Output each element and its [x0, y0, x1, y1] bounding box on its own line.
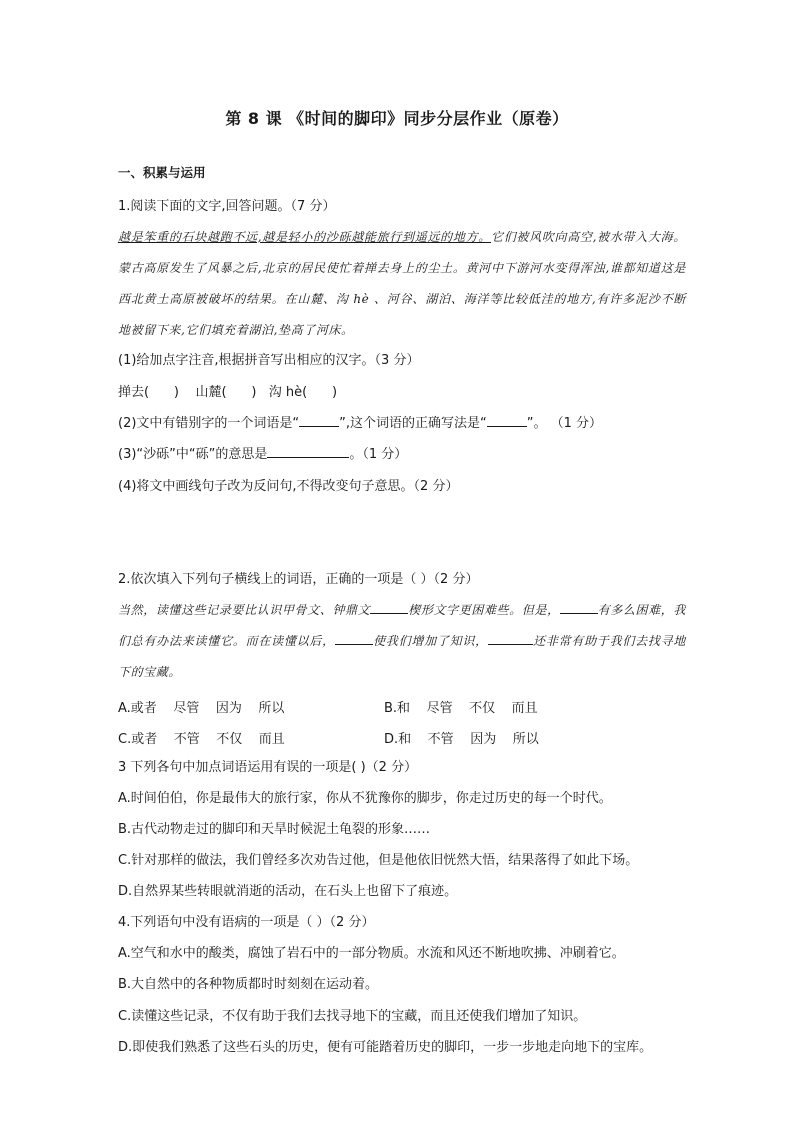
sub-3-text-b: 。（1 分） [349, 447, 408, 462]
question-1-sub-1: (1)给加点字注音,根据拼音写出相应的汉字。（3 分） [118, 353, 420, 368]
question-1-sub-1-items: 掸去( ) 山麓( ) 沟 hè( ) [118, 385, 338, 400]
page-title: 第 8 课 《时间的脚印》同步分层作业（原卷） [225, 109, 569, 128]
question-2-option-b[interactable]: B.和 尽管 不仅 而且 [384, 701, 538, 716]
question-3-option-d[interactable]: D.自然界某些转眼就消逝的活动，在石头上也留下了痕迹。 [118, 884, 458, 899]
question-4-stem: 4.下列语句中没有语病的一项是（ ）（2 分） [118, 915, 375, 930]
question-2-stem: 2.依次填入下列句子横线上的词语，正确的一项是（ ）（2 分） [118, 572, 479, 587]
question-3-option-c[interactable]: C.针对那样的做法，我们曾经多次劝告过他，但是他依旧恍然大悟，结果落得了如此下场。 [118, 853, 639, 868]
underlined-sentence: 越是笨重的石块越跑不远,越是轻小的沙砾越能旅行到遥远的地方。 [118, 230, 491, 244]
q2-text-a: 当然，读懂这些记录要比认识甲骨文、钟鼎文 [118, 603, 371, 617]
answer-blank[interactable] [267, 445, 349, 458]
question-4-option-b[interactable]: B.大自然中的各种物质都时时刻刻在运动着。 [118, 977, 379, 992]
question-1-stem: 1.阅读下面的文字,回答问题。（7 分） [118, 199, 336, 214]
answer-blank[interactable] [299, 414, 339, 427]
answer-blank[interactable] [560, 601, 598, 614]
question-2-option-a[interactable]: A.或者 尽管 因为 所以 [118, 701, 285, 716]
answer-blank[interactable] [370, 601, 408, 614]
q2-text-d: 使我们增加了知识， [372, 634, 488, 648]
question-1-sub-4: (4)将文中画线句子改为反问句,不得改变句子意思。（2 分） [118, 479, 459, 494]
q2-text-b: 楔形文字更困难些。但是， [408, 603, 560, 617]
q2-text-c: 有多么困难，我们总有办法来读懂它。而在读懂以后， [118, 603, 686, 648]
question-2-option-d[interactable]: D.和 不管 因为 所以 [384, 732, 539, 747]
answer-blank[interactable] [487, 414, 527, 427]
question-1-passage [118, 222, 686, 346]
question-4-option-a[interactable]: A.空气和水中的酸类，腐蚀了岩石中的一部分物质。水流和风还不断地吹拂、冲刷着它。 [118, 946, 625, 961]
sub-2-text-b: ”,这个词语的正确写法是“ [339, 416, 487, 431]
question-1-sub-2 [118, 414, 602, 433]
section-heading: 一、积累与运用 [118, 165, 206, 180]
question-3-stem: 3 下列各句中加点词语运用有误的一项是( )（2 分） [118, 760, 418, 775]
question-3-option-b[interactable]: B.古代动物走过的脚印和天旱时候泥土龟裂的形象…… [118, 822, 431, 837]
sub-2-text-c: ”。 （1 分） [526, 416, 603, 431]
sub-3-text-a: (3)“沙砾”中“砾”的意思是 [118, 447, 268, 462]
passage-text: 它们被风吹向高空,被水带入大海。蒙古高原发生了风暴之后,北京的居民使忙着掸去身上的尘土。黄河中下游河水变得浑浊,谁都知道这是西北黄土高原被破坏的结果。在山麓、沟 hè 、河谷、湖泊、海洋等比较低洼的地方,有许多泥沙不断地被留下来,它们填充着湖泊,垫高了河床。 [118, 230, 686, 337]
answer-blank[interactable] [335, 632, 373, 645]
question-1-sub-3 [118, 445, 407, 464]
question-4-option-c[interactable]: C.读懂这些记录，不仅有助于我们去找寻地下的宝藏，而且还使我们增加了知识。 [118, 1009, 587, 1024]
question-2-passage [118, 595, 686, 688]
question-2-option-c[interactable]: C.或者 不管 不仅 而且 [118, 732, 285, 747]
q2-text-e: 还非常有助于我们去找寻地下的宝藏。 [118, 634, 687, 679]
question-3-option-a[interactable]: A.时间伯伯，你是最伟大的旅行家，你从不犹豫你的脚步，你走过历史的每一个时代。 [118, 791, 612, 806]
question-4-option-d[interactable]: D.即使我们熟悉了这些石头的历史，便有可能踏着历史的脚印，一步一步地走向地下的宝库。 [118, 1040, 653, 1055]
answer-blank[interactable] [488, 632, 533, 645]
sub-2-text-a: (2)文中有错别字的一个词语是“ [118, 416, 300, 431]
